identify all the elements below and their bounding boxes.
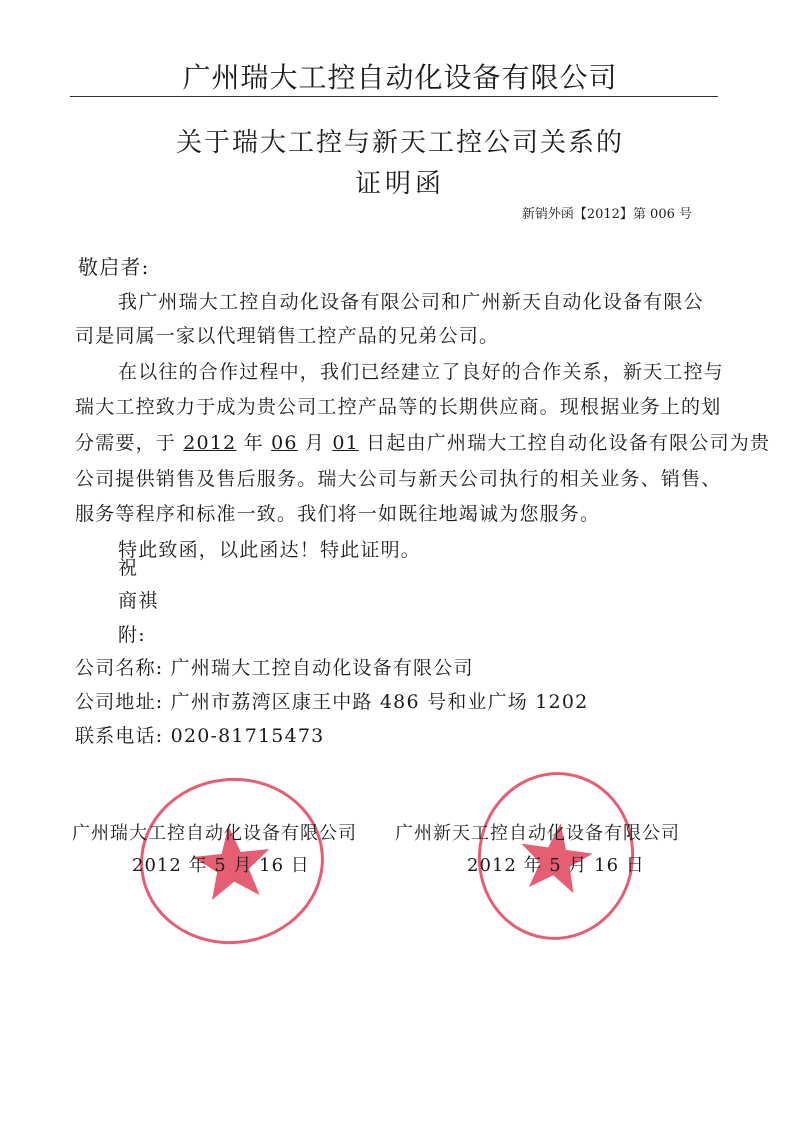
closing-shangqi: 商祺 [118, 590, 159, 612]
date-day: 01 [332, 432, 359, 454]
text: 年 [236, 432, 272, 454]
date-month: 06 [271, 432, 298, 454]
para2-line4: 公司提供销售及售后服务。瑞大公司与新天公司执行的相关业务、销售、 [75, 468, 722, 490]
contact-phone [75, 721, 324, 748]
letterhead-divider [70, 96, 718, 97]
text: 日起由广州瑞大工控自动化设备有限公司为贵 [358, 432, 771, 454]
salutation: 敬启者: [78, 255, 150, 279]
value: 广州市荔湾区康王中路 486 号和业广场 1202 [170, 691, 589, 713]
para2-line2: 瑞大工控致力于成为贵公司工控产品等的长期供应商。现根据业务上的划 [75, 396, 722, 418]
para2-line1: 在以往的合作过程中，我们已经建立了良好的合作关系，新天工控与 [118, 361, 725, 383]
document-title: 关于瑞大工控与新天工控公司关系的 [175, 128, 624, 158]
contact-address [75, 687, 588, 714]
signature-company-2: 广州新天工控自动化设备有限公司 [395, 823, 680, 844]
closing-fu: 附: [118, 624, 146, 646]
label: 公司名称: [75, 657, 164, 679]
signature-company-1: 广州瑞大工控自动化设备有限公司 [72, 823, 357, 844]
para2-line3 [75, 428, 770, 455]
text: 月 [297, 432, 333, 454]
contact-name [75, 653, 474, 680]
text: 分需要，于 [75, 432, 184, 454]
label: 公司地址: [75, 691, 164, 713]
closing-zhu: 祝 [118, 557, 139, 579]
value: 020-81715473 [170, 725, 325, 747]
reference-number: 新销外函【2012】第 006 号 [521, 207, 692, 222]
signature-date-2: 2012 年 5 月 16 日 [467, 855, 645, 876]
signature-date-1: 2012 年 5 月 16 日 [132, 855, 310, 876]
value: 广州瑞大工控自动化设备有限公司 [170, 657, 474, 679]
letterhead-company: 广州瑞大工控自动化设备有限公司 [182, 61, 618, 94]
label: 联系电话: [75, 725, 164, 747]
para2-line5: 服务等程序和标准一致。我们将一如既往地竭诚为您服务。 [75, 503, 601, 525]
document-subtitle: 证明函 [354, 169, 445, 199]
date-year: 2012 [183, 432, 237, 454]
para1-line2: 司是同属一家以代理销售工控产品的兄弟公司。 [75, 325, 500, 347]
closing-line: 特此致函，以此函达！特此证明。 [118, 539, 422, 561]
para1-line1: 我广州瑞大工控自动化设备有限公司和广州新天自动化设备有限公 [118, 291, 704, 313]
